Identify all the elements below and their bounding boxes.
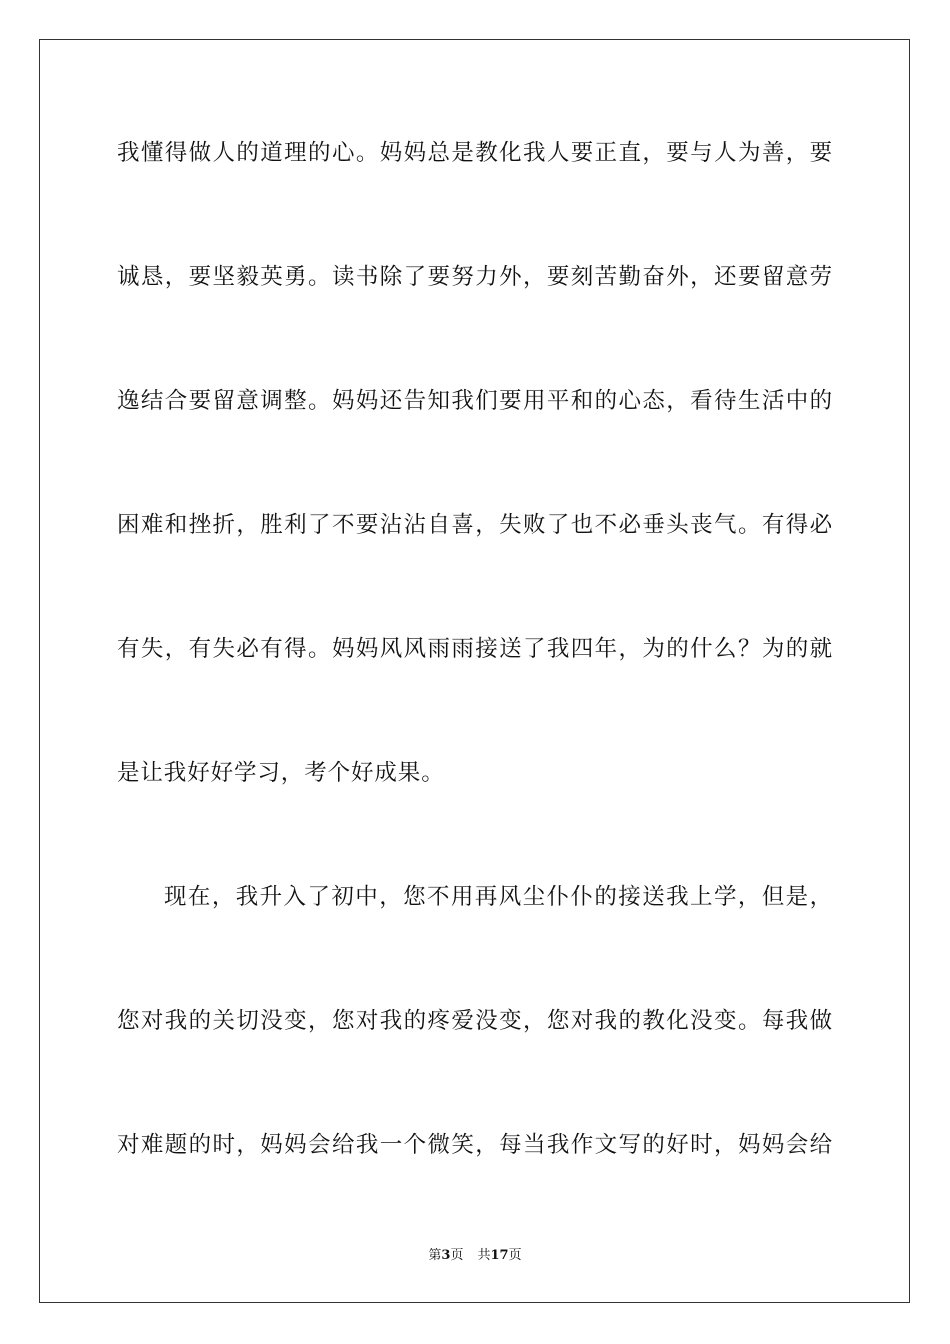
- body-text-line: 我懂得做人的道理的心。妈妈总是教化我人要正直，要与人为善，要: [117, 140, 833, 166]
- total-pages: 17: [490, 1248, 509, 1263]
- body-text-line: 是让我好好学习，考个好成果。: [117, 760, 445, 786]
- total-pages-suffix: 页: [508, 1248, 522, 1263]
- page-number-suffix: 页: [450, 1248, 464, 1263]
- paragraph-first-line: 现在，我升入了初中，您不用再风尘仆仆的接送我上学，但是，: [164, 884, 833, 910]
- page-footer: [0, 1247, 950, 1265]
- body-text-line: 有失，有失必有得。妈妈风风雨雨接送了我四年，为的什么？为的就: [117, 636, 833, 662]
- total-pages-prefix: 共: [477, 1248, 491, 1263]
- body-text-line: 逸结合要留意调整。妈妈还告知我们要用平和的心态，看待生活中的: [117, 388, 833, 414]
- body-text-line: 困难和挫折，胜利了不要沾沾自喜，失败了也不必垂头丧气。有得必: [117, 512, 833, 538]
- page-number-prefix: 第: [428, 1248, 442, 1263]
- page-border: [39, 39, 910, 1303]
- body-text-line: 诚恳，要坚毅英勇。读书除了要努力外，要刻苦勤奋外，还要留意劳: [117, 264, 833, 290]
- page-number: 3: [441, 1248, 451, 1263]
- body-text-line: 您对我的关切没变，您对我的疼爱没变，您对我的教化没变。每我做: [117, 1008, 833, 1034]
- body-text-line: 对难题的时，妈妈会给我一个微笑，每当我作文写的好时，妈妈会给: [117, 1132, 833, 1158]
